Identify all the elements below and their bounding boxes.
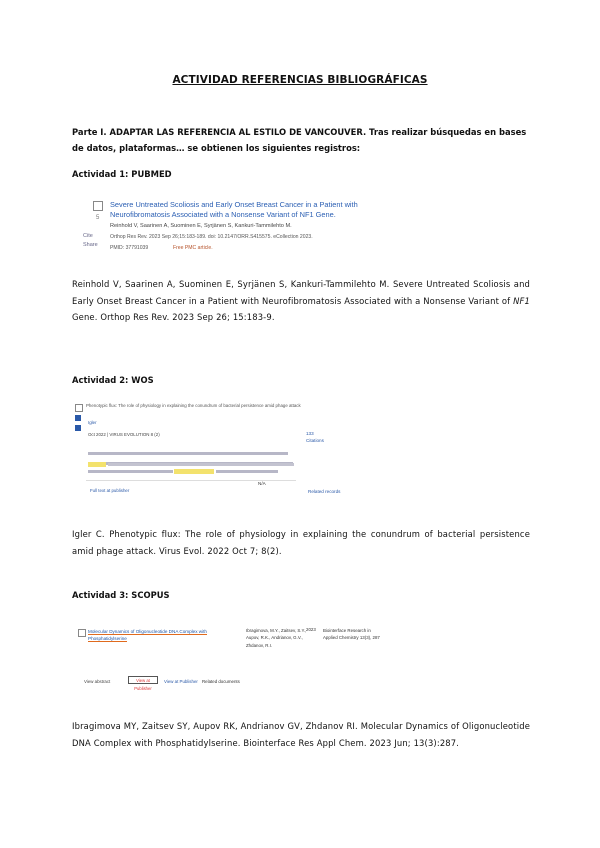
cite-share-links bbox=[83, 232, 98, 250]
export-icon[interactable] bbox=[75, 425, 81, 431]
view-at-publisher-button[interactable]: View at Publisher bbox=[128, 676, 158, 684]
scopus-authors[interactable]: Ibragimova, M.Y., Zaitsev, S.Y., Aupov, R.K., Andrianov, G.V., Zhdanov, R.I. bbox=[246, 628, 307, 648]
bookmark-icon[interactable] bbox=[75, 415, 81, 421]
abstract-line bbox=[216, 470, 278, 473]
reference-1: Reinhold V, Saarinen A, Suominen E, Syrjänen S, Kankuri-Tammilehto M. Severe Untreated Scoliosis and Early Onset Breast Cancer in a Patient with Neurofibromatosis Associated with a Nonsense Variant of NF1 Gene. Orthop Res Rev. 2023 Sep 26; 15:183-9. bbox=[72, 279, 530, 322]
wos-snippet bbox=[72, 400, 350, 502]
reference-3: Ibragimova MY, Zaitsev SY, Aupov RK, Andrianov GV, Zhdanov RI. Molecular Dynamics of Oligonucleotide DNA Complex with Phosphatidylserine. Biointerface Res Appl Chem. 2023 Jun; 13(3):287. bbox=[72, 721, 530, 748]
select-checkbox[interactable] bbox=[78, 629, 86, 637]
pubmed-authors: Reinhold V, Saarinen A, Suominen E, Syrjänen S, Kankuri-Tammilehto M. bbox=[110, 223, 292, 229]
result-number: 5 bbox=[96, 215, 100, 221]
scopus-result-title[interactable]: Molecular Dynamics of Oligonucleotide DNA Complex with Phosphatidylserine bbox=[88, 629, 207, 641]
select-checkbox[interactable] bbox=[93, 201, 103, 211]
abstract-line bbox=[88, 452, 288, 455]
intro-paragraph: Parte I. ADAPTAR LAS REFERENCIA AL ESTILO DE VANCOUVER. Tras realizar búsquedas en bases de datos, plataformas… se obtienen los siguientes registros: bbox=[72, 127, 527, 153]
view-at-publisher-link[interactable]: View at Publisher bbox=[164, 679, 198, 684]
wos-author[interactable]: Igler bbox=[88, 420, 97, 425]
related-records-link[interactable]: Related records bbox=[308, 489, 341, 494]
activity-3-heading: Actividad 3: SCOPUS bbox=[72, 590, 170, 600]
activity-1-heading: Actividad 1: PUBMED bbox=[72, 169, 172, 179]
wos-na: N/A bbox=[258, 481, 266, 486]
full-text-link[interactable]: Full text at publisher bbox=[90, 488, 130, 493]
activity-2-heading: Actividad 2: WOS bbox=[72, 375, 154, 385]
abstract-line bbox=[88, 470, 173, 473]
share-link[interactable]: Share bbox=[83, 242, 98, 248]
wos-citations[interactable]: 133 Citations bbox=[306, 431, 324, 443]
pubmed-result-title[interactable]: Severe Untreated Scoliosis and Early Onset Breast Cancer in a Patient with Neurofibromatosis Associated with a Nonsense Variant of NF1 Gene. bbox=[110, 200, 358, 219]
reference-2: Igler C. Phenotypic flux: The role of physiology in explaining the conundrum of bacterial persistence amid phage attack. Virus Evol. 2022 Oct 7; 8(2). bbox=[72, 529, 530, 556]
related-documents-link[interactable]: Related documents bbox=[202, 679, 240, 684]
cite-link[interactable]: Cite bbox=[83, 233, 93, 239]
highlight-mark bbox=[88, 462, 106, 467]
scopus-source[interactable]: Biointerface Research in Applied Chemistry 13(3), 287 bbox=[323, 628, 380, 641]
gene-name: NF1 bbox=[513, 295, 530, 306]
pubmed-journal: Orthop Res Rev. 2023 Sep 26;15:183-189. doi: 10.2147/ORR.S415575. eCollection 2023. bbox=[110, 234, 313, 240]
scopus-year: 2023 bbox=[306, 627, 316, 632]
page-title: ACTIVIDAD REFERENCIAS BIBLIOGRÁFICAS bbox=[172, 74, 428, 86]
pubmed-pmid: PMID: 37791039 bbox=[110, 245, 149, 251]
abstract-line bbox=[108, 463, 294, 466]
select-checkbox[interactable] bbox=[75, 404, 83, 412]
scopus-snippet bbox=[78, 624, 378, 692]
view-abstract-link[interactable]: View abstract bbox=[84, 679, 111, 684]
wos-source: Oct 2022 | VIRUS EVOLUTION 8 (2) bbox=[88, 432, 160, 437]
pubmed-snippet bbox=[78, 196, 398, 264]
highlight-mark bbox=[174, 469, 214, 474]
free-pmc-label: Free PMC article. bbox=[173, 245, 213, 251]
wos-result-title[interactable]: Phenotypic flux: The role of physiology in explaining the conundrum of bacterial persistence amid phage attack bbox=[86, 403, 301, 408]
